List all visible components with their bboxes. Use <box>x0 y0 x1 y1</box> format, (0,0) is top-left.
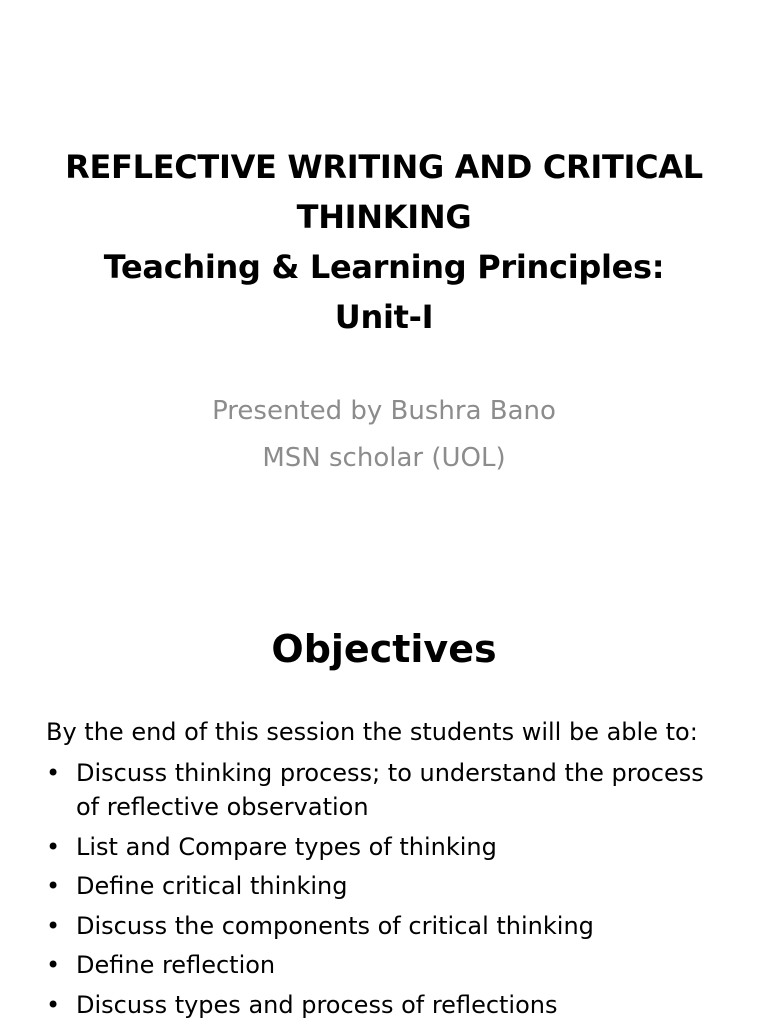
list-item-text: Discuss thinking process; to understand the process of reflective observation <box>76 759 704 821</box>
bullet-icon: • <box>46 911 61 940</box>
bullet-icon: • <box>46 990 61 1019</box>
bullet-icon: • <box>46 951 61 979</box>
list-item <box>46 948 726 982</box>
presenter-name: Presented by Bushra Bano <box>212 396 556 426</box>
list-item-text: List and Compare types of thinking <box>76 832 497 861</box>
bullet-icon: • <box>46 832 61 861</box>
bullet-icon: • <box>46 759 61 787</box>
bullet-icon: • <box>46 872 61 900</box>
list-item-text: Discuss the components of critical thinking <box>76 911 594 940</box>
title-line: Unit-I <box>334 298 434 336</box>
objectives-slide <box>0 576 768 1024</box>
list-item <box>46 756 726 824</box>
list-item-text: Define critical thinking <box>76 872 348 900</box>
list-item-text: Discuss types and process of reflections <box>76 990 558 1019</box>
slide-title <box>40 142 728 342</box>
title-line: Teaching & Learning Principles: <box>103 248 665 286</box>
title-line: REFLECTIVE WRITING AND CRITICAL <box>65 148 703 186</box>
slide-subtitle <box>40 388 728 482</box>
list-item <box>46 909 726 943</box>
presenter-affiliation: MSN scholar (UOL) <box>262 443 506 473</box>
list-item <box>46 830 726 864</box>
title-line: THINKING <box>296 198 472 236</box>
objectives-list <box>46 756 726 1027</box>
list-item <box>46 988 726 1022</box>
objectives-heading: Objectives <box>271 627 497 671</box>
list-item-text: Define reflection <box>76 951 276 979</box>
list-item <box>46 869 726 903</box>
objectives-intro: By the end of this session the students will be able to: <box>46 718 698 746</box>
